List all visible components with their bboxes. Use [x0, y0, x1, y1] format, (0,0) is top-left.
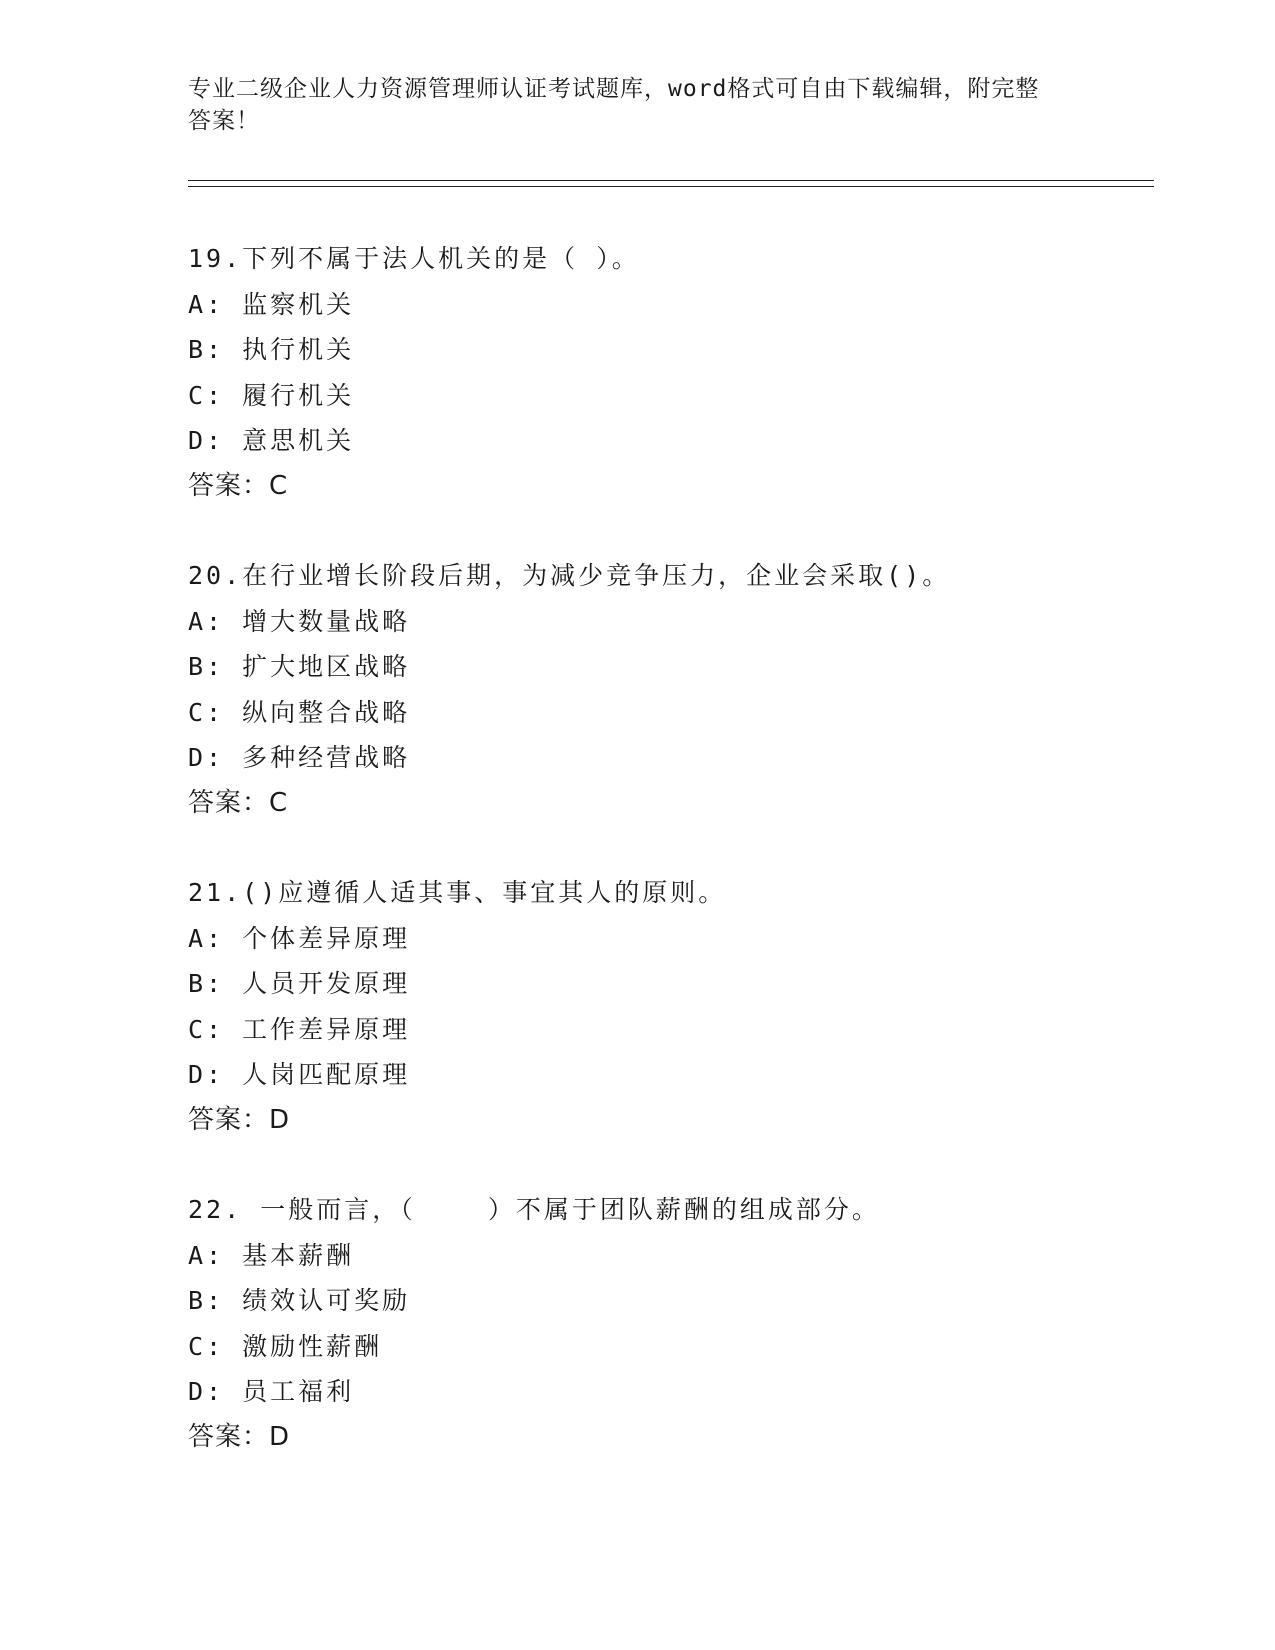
- question-list: [188, 236, 1148, 1504]
- option-d: D: 人岗匹配原理: [188, 1060, 411, 1089]
- question-19: [188, 236, 1148, 509]
- option-b: B: 扩大地区战略: [188, 652, 411, 681]
- option-b: B: 绩效认可奖励: [188, 1286, 411, 1315]
- option-a: A: 基本薪酬: [188, 1240, 355, 1270]
- option-a: A: 监察机关: [188, 289, 355, 319]
- question-stem: 20.在行业增长阶段后期，为减少竞争压力，企业会采取()。: [188, 561, 951, 590]
- option-a: A: 个体差异原理: [188, 923, 411, 953]
- answer: 答案：D: [188, 1421, 291, 1452]
- option-d: D: 意思机关: [188, 426, 355, 455]
- header-line-2: 答案！: [188, 108, 260, 134]
- option-c: C: 履行机关: [188, 380, 355, 410]
- question-21: [188, 870, 1148, 1143]
- answer: 答案：C: [188, 470, 289, 501]
- answer: 答案：D: [188, 1104, 291, 1135]
- question-stem: 21.()应遵循人适其事、事宜其人的原则。: [188, 878, 727, 907]
- page-header: [188, 73, 1068, 137]
- option-d: D: 多种经营战略: [188, 743, 411, 772]
- answer: 答案：C: [188, 787, 289, 818]
- option-c: C: 纵向整合战略: [188, 697, 411, 727]
- option-b: B: 执行机关: [188, 335, 355, 364]
- option-a: A: 增大数量战略: [188, 606, 411, 636]
- question-stem: 19.下列不属于法人机关的是（ ）。: [188, 244, 640, 273]
- question-20: [188, 553, 1148, 826]
- option-d: D: 员工福利: [188, 1377, 355, 1406]
- option-b: B: 人员开发原理: [188, 969, 411, 998]
- header-line-1: 专业二级企业人力资源管理师认证考试题库，word格式可自由下载编辑，附完整: [188, 76, 1040, 102]
- question-stem: 22. 一般而言，（ ）不属于团队薪酬的组成部分。: [188, 1195, 880, 1224]
- option-c: C: 工作差异原理: [188, 1014, 411, 1044]
- option-c: C: 激励性薪酬: [188, 1331, 383, 1361]
- header-double-rule: [188, 180, 1154, 187]
- question-22: [188, 1187, 1148, 1460]
